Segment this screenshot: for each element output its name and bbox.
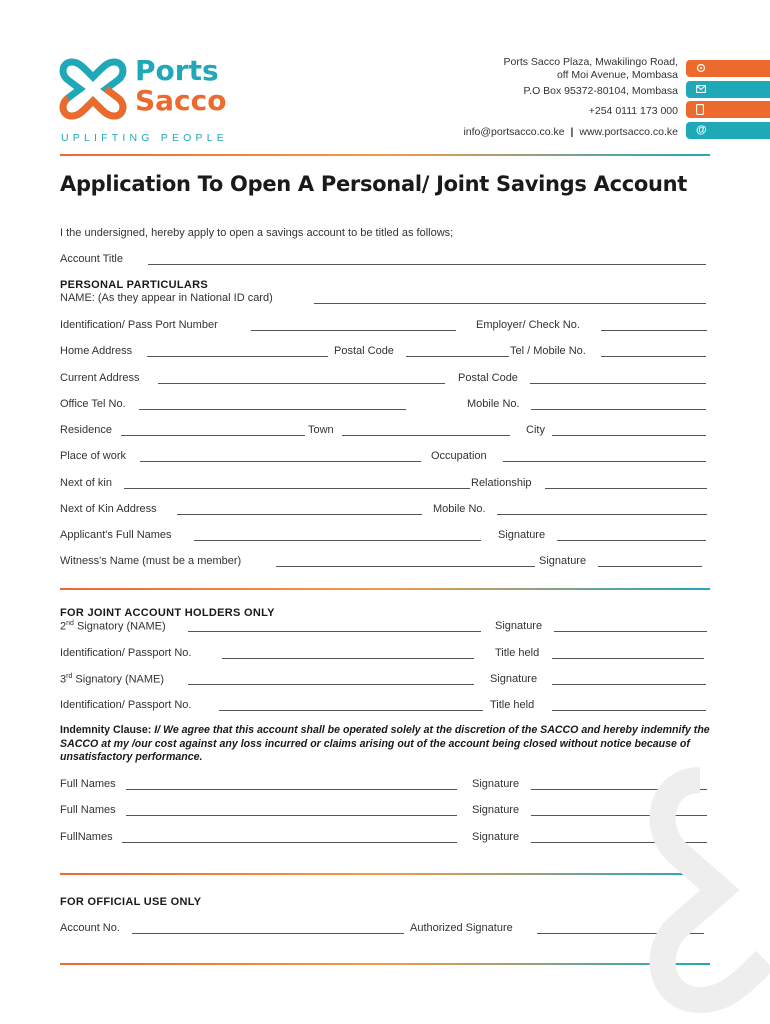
account-title-field[interactable] — [148, 264, 706, 265]
postal-code2-label: Postal Code — [458, 372, 518, 384]
name-label: NAME: (As they appear in National ID card) — [60, 292, 273, 304]
watermark-logo-icon — [640, 760, 770, 1024]
occupation-field[interactable] — [503, 461, 706, 462]
title-held1-field[interactable] — [552, 658, 704, 659]
kin-address-label: Next of Kin Address — [60, 503, 157, 515]
witness-name-label: Witness's Name (must be a member) — [60, 555, 242, 567]
signature-label-1: Signature — [472, 778, 520, 790]
kin-mobile-label: Mobile No. — [433, 503, 486, 515]
account-title-label: Account Title — [60, 253, 123, 265]
signature-label-3: Signature — [472, 831, 520, 843]
place-of-work-label: Place of work — [60, 450, 127, 462]
residence-label: Residence — [60, 424, 112, 436]
postal-code2-field[interactable] — [530, 383, 706, 384]
tel-mobile-field[interactable] — [601, 356, 706, 357]
city-label: City — [526, 424, 545, 436]
second-text: Signatory (NAME) — [73, 620, 166, 633]
occupation-label: Occupation — [431, 450, 487, 462]
contact-block — [358, 56, 678, 146]
full-names-field-2[interactable] — [126, 815, 457, 816]
office-tel-field[interactable] — [139, 409, 406, 410]
kin-address-field[interactable] — [177, 514, 422, 515]
next-of-kin-field[interactable] — [124, 488, 470, 489]
full-names-label-3: FullNames — [60, 831, 113, 843]
witness-signature-label: Signature — [539, 555, 587, 567]
employer-field[interactable] — [601, 330, 707, 331]
second-signatory-field[interactable] — [188, 631, 481, 632]
current-address-field[interactable] — [158, 383, 445, 384]
indemnity-label: Indemnity Clause: — [60, 724, 152, 736]
title-held2-label: Title held — [490, 699, 535, 711]
applicant-name-label: Applicant's Full Names — [60, 529, 172, 541]
town-label: Town — [308, 424, 334, 436]
residence-field[interactable] — [121, 435, 305, 436]
full-names-label-2: Full Names — [60, 804, 116, 816]
title-held2-field[interactable] — [552, 710, 706, 711]
website-link[interactable]: www.portsacco.co.ke — [579, 126, 678, 138]
official-use-heading: FOR OFFICIAL USE ONLY — [60, 896, 202, 908]
home-address-label: Home Address — [60, 345, 133, 357]
ports-sacco-logo — [58, 56, 258, 146]
full-names-field-3[interactable] — [122, 842, 457, 843]
home-address-field[interactable] — [147, 356, 328, 357]
second-sup: nd — [66, 620, 74, 627]
indemnity-clause — [60, 724, 710, 765]
joint-account-heading: FOR JOINT ACCOUNT HOLDERS ONLY — [60, 607, 275, 619]
full-names-field-1[interactable] — [126, 789, 457, 790]
address-line-2: off Moi Avenue, Mombasa — [556, 69, 678, 81]
second-signature-label: Signature — [495, 620, 543, 632]
kin-mobile-field[interactable] — [497, 514, 707, 515]
relationship-label: Relationship — [471, 477, 532, 489]
applicant-name-field[interactable] — [194, 540, 481, 541]
location-icon — [686, 60, 770, 77]
third-text: Signatory (NAME) — [72, 673, 165, 686]
brand-line-sacco: Sacco — [135, 84, 227, 117]
employer-label: Employer/ Check No. — [476, 319, 580, 331]
logo-mark-icon — [58, 56, 128, 122]
relationship-field[interactable] — [545, 488, 707, 489]
brand-name — [135, 56, 227, 116]
signature-label-2: Signature — [472, 804, 520, 816]
account-no-label: Account No. — [60, 922, 120, 934]
office-tel-label: Office Tel No. — [60, 398, 126, 410]
identification2-label: Identification/ Passport No. — [60, 699, 192, 711]
mail-icon — [686, 81, 770, 98]
email-link[interactable]: info@portsacco.co.ke — [463, 126, 565, 138]
city-field[interactable] — [552, 435, 706, 436]
postal-code-field[interactable] — [406, 356, 509, 357]
third-num: 3 — [60, 673, 67, 686]
identification1-field[interactable] — [222, 658, 474, 659]
tel-mobile-label: Tel / Mobile No. — [510, 345, 586, 357]
identification-label: Identification/ Pass Port Number — [60, 319, 218, 331]
third-signatory-field[interactable] — [188, 684, 474, 685]
authorized-signature-label: Authorized Signature — [410, 922, 513, 934]
section-divider-2 — [60, 873, 710, 875]
phone-number: +254 0111 173 000 — [588, 105, 678, 117]
current-address-label: Current Address — [60, 372, 140, 384]
postal-code-label: Postal Code — [334, 345, 394, 357]
town-field[interactable] — [342, 435, 510, 436]
title-held1-label: Title held — [495, 647, 540, 659]
second-num: 2 — [60, 620, 67, 633]
at-icon: @ — [686, 122, 770, 139]
separator: | — [570, 126, 574, 138]
third-signatory-label — [60, 673, 164, 686]
account-no-field[interactable] — [132, 933, 404, 934]
witness-name-field[interactable] — [276, 566, 535, 567]
identification-field[interactable] — [251, 330, 456, 331]
applicant-signature-label: Signature — [498, 529, 546, 541]
applicant-signature-field[interactable] — [557, 540, 706, 541]
indemnity-text: I/ We agree that this account shall be operated solely at the discretion of the SACCO and hereby indemnify the SACCO at my /our cost against any loss incurred or claims arising out of the account being closed without notice because of unsatisfactory performance. — [60, 724, 710, 763]
identification2-field[interactable] — [219, 710, 483, 711]
third-signature-field[interactable] — [552, 684, 706, 685]
second-signatory-label — [60, 620, 166, 633]
personal-particulars-heading: PERSONAL PARTICULARS — [60, 279, 208, 291]
third-signature-label: Signature — [490, 673, 538, 685]
mobile-label: Mobile No. — [467, 398, 520, 410]
second-signature-field[interactable] — [554, 631, 707, 632]
address — [378, 56, 678, 82]
full-names-label-1: Full Names — [60, 778, 116, 790]
place-of-work-field[interactable] — [140, 461, 421, 462]
po-box: P.O Box 95372-80104, Mombasa — [523, 85, 678, 97]
email-website — [358, 126, 678, 139]
witness-signature-field[interactable] — [598, 566, 702, 567]
brand-line-ports: Ports — [135, 54, 219, 87]
tagline: UPLIFTING PEOPLE — [61, 132, 228, 144]
identification1-label: Identification/ Passport No. — [60, 647, 192, 659]
footer-divider — [60, 963, 710, 965]
phone-icon — [686, 101, 770, 118]
mobile-field[interactable] — [531, 409, 706, 410]
next-of-kin-label: Next of kin — [60, 477, 112, 489]
page-title: Application To Open A Personal/ Joint Savings Account — [60, 172, 688, 196]
intro-text: I the undersigned, hereby apply to open a savings account to be titled as follows; — [60, 227, 454, 239]
section-divider-1 — [60, 588, 710, 590]
address-line-1: Ports Sacco Plaza, Mwakilingo Road, — [503, 56, 678, 68]
third-sup: rd — [66, 673, 73, 680]
header-divider — [60, 154, 710, 156]
name-field[interactable] — [314, 303, 706, 304]
